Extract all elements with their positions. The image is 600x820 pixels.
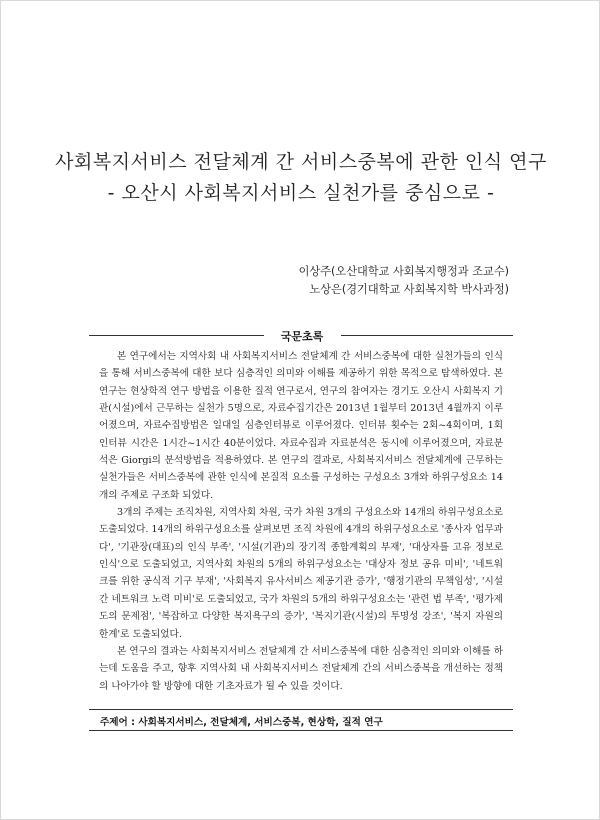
abstract-paragraph-2: 3개의 주제는 조직차원, 지역사회 차원, 국가 차원 3개의 구성요소와 14개의 하위구성요소로 도출되었다. 14개의 하위구성요소를 살펴보면 조직 차원에 4개의 하위구성요소로 '종사자 업무과다', '기관장(대표)의 인식 부족', '시설(기관)의 장기적 종합계획의 부재', '대상자를 고유 정보로 인식'으로 도출되었고, 지역사회 차원의 5개의 하위구성요소는 '대상자 정보 공유 미비', '네트워크를 위한 공식적 기구 부재', '사회복지 유사서비스 제공기관 증가', '행정기관의 무책임성', '시설 간 네트워크 노력 미비'로 도출되었고, 국가 차원의 5개의 하위구성요소는 '관련 법 부족', '평가제도의 문제점', '복잡하고 다양한 복지욕구의 증가', '복지기관(시설)의 투명성 강조', '복지 자원의 한계'로 도출되었다. [99,507,503,640]
paper-title: 사회복지서비스 전달체계 간 서비스중복에 관한 인식 연구 [55,151,547,173]
abstract-heading-text: 국문초록 [280,330,324,343]
abstract-paragraph-3: 본 연구의 결과는 사회복지서비스 전달체계 간 서비스중복에 대한 심층적인 의미와 이해를 하는데 도움을 주고, 향후 지역사회 내 사회복지서비스 전달체계 간의 서비스중복을 개선하는 정책의 나아가야 할 방향에 대한 기초자료가 될 수 있을 것이다. [99,645,503,692]
abstract-heading [267,328,337,344]
abstract-body [99,348,503,695]
author-1: 이상주(오산대학교 사회복지행정과 조교수) [298,265,509,278]
keywords: 주제어 : 사회복지서비스, 전달체계, 서비스중복, 현상학, 질적 연구 [100,717,383,728]
abstract-rule-left [89,335,264,336]
keywords-box [89,709,513,731]
abstract-rule-right [341,335,513,336]
author-2: 노상은(경기대학교 사회복지학 박사과정) [309,283,509,296]
abstract-header [89,328,513,342]
paper-subtitle: - 오산시 사회복지서비스 실천가를 중심으로 - [107,182,495,204]
abstract-paragraph-1: 본 연구에서는 지역사회 내 사회복지서비스 전달체계 간 서비스중복에 대한 실천가들의 인식을 통해 서비스중복에 대한 보다 심층적인 의미와 이해를 제공하기 위한 목적으로 탐색하였다. 본 연구는 현상학적 연구 방법을 이용한 질적 연구로서, 연구의 참여자는 경기도 오산시 사회복지 기관(시설)에서 근무하는 실천가 5명으로, 자료수집기간은 2013년 1월부터 2013년 4월까지 이루어졌으며, 자료수집방법은 일대일 심층인터뷰로 이루어졌다. 인터뷰 횟수는 2회~4회이며, 1회 인터뷰 시간은 1시간~1시간 40분이었다. 자료수집과 자료분석은 동시에 이루어졌으며, 자료분석은 Giorgi의 분석방법을 적용하였다. 본 연구의 결과로, 사회복지서비스 전달체계에 근무하는 실천가들은 서비스중복에 관한 인식에 본질적 요소를 구성하는 구성요소 3개와 하위구성요소 14개의 주제로 구조화 되었다. [99,351,503,501]
